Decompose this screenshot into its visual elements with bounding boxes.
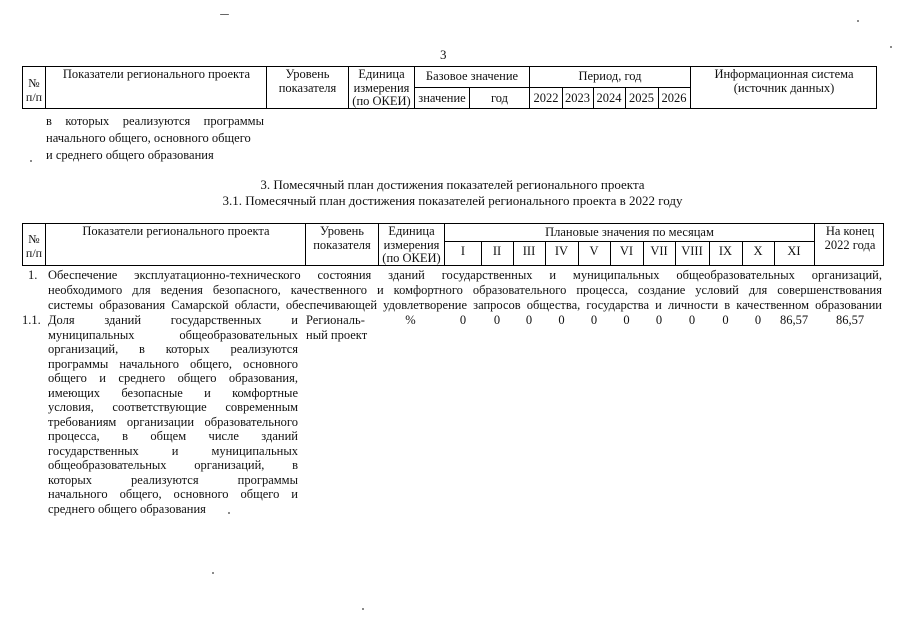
year-header: 2026: [661, 91, 687, 105]
continuation-line: начального общего, основного общего: [46, 131, 251, 145]
monthly-value: 0: [754, 313, 762, 327]
month-header: III: [522, 244, 536, 258]
month-header: II: [492, 244, 502, 258]
scan-speck: [362, 608, 364, 610]
monthly-value: 0: [655, 313, 663, 327]
indicator-line: среднего общего образования: [48, 501, 206, 516]
col-months-header: Плановые значения по месяцам: [545, 225, 714, 239]
monthly-value: 0: [688, 313, 696, 327]
row-text-line: необходимого для ведения безопасного, качественного и комфортного образовательного процесса, создание условий для совершенствования: [48, 283, 882, 297]
row-text-line: системы образования Самарской области, обеспечивающей удовлетворение запросов общества, государства и личности в качественном образовании: [48, 298, 882, 312]
col-indicators-header: Показатели регионального проекта: [82, 224, 270, 238]
monthly-value: 0: [590, 313, 598, 327]
row-text-line: Обеспечение эксплуатационно-технического состояния зданий государственных и муниципальных общеобразовательных организаций,: [48, 268, 882, 282]
col-base-value-header: значение: [418, 91, 466, 105]
monthly-plan-table-header: [22, 223, 884, 266]
col-base-header: Базовое значение: [425, 69, 519, 83]
col-num-header: № п/п: [25, 76, 43, 104]
col-base-year-header: год: [490, 91, 509, 105]
col-num-header: № п/п: [25, 232, 43, 260]
month-header: I: [460, 244, 466, 258]
scan-speck: [220, 14, 229, 15]
month-header: VII: [650, 244, 668, 258]
indicator-line: организаций, в которых реализуются: [48, 342, 298, 356]
scan-speck: [890, 46, 892, 48]
monthly-value: 0: [493, 313, 501, 327]
indicator-line: муниципальных общеобразовательных: [48, 327, 298, 342]
month-header: VI: [619, 244, 634, 258]
month-header: V: [589, 244, 599, 258]
monthly-value: 0: [525, 313, 533, 327]
end-value: 86,57: [835, 313, 865, 327]
indicators-table-header: [22, 66, 877, 109]
year-header: 2024: [596, 91, 622, 105]
scan-speck: [30, 160, 32, 162]
col-unit-header: Единица измерения (по ОКЕИ): [382, 224, 441, 265]
page-number: 3: [440, 47, 447, 62]
continuation-line: и среднего общего образования: [46, 148, 214, 162]
continuation-line: в которых реализуются программы: [46, 114, 264, 128]
scan-speck: [212, 572, 214, 574]
month-header: VIII: [681, 244, 703, 258]
indicator-line: требованиям организации образовательного: [48, 414, 298, 429]
indicator-line: условия, соответствующие современным: [48, 400, 298, 414]
col-level-header: Уровень показателя: [313, 224, 371, 252]
monthly-value: 86,57: [779, 313, 809, 327]
level-line: ный проект: [306, 328, 368, 342]
col-indicators-header: Показатели регионального проекта: [62, 67, 251, 81]
year-header: 2025: [629, 91, 654, 105]
month-header: IX: [718, 244, 733, 258]
month-header: X: [753, 244, 763, 258]
month-header: XI: [787, 244, 801, 258]
col-level-header: Уровень показателя: [278, 67, 337, 95]
indicator-line: общего и среднего общего образования,: [48, 371, 298, 385]
subsection-title: 3.1. Помесячный план достижения показателей регионального проекта в 2022 году: [222, 193, 683, 208]
col-info-header: Информационная система (источник данных): [714, 67, 854, 95]
month-header: IV: [554, 244, 569, 258]
indicator-description: [48, 313, 298, 516]
year-header: 2022: [533, 91, 559, 105]
col-unit-header: Единица измерения (по ОКЕИ): [352, 67, 411, 108]
year-header: 2023: [565, 91, 590, 105]
indicator-line: процесса, в общем числе зданий: [48, 429, 298, 443]
section-title: 3. Помесячный план достижения показателей регионального проекта: [260, 177, 645, 192]
indicator-line: общеобразовательных организаций, в: [48, 458, 298, 472]
indicator-line: имеющих безопасные и комфортные: [48, 385, 298, 400]
row-number: 1.1.: [22, 313, 41, 327]
unit-value: %: [405, 313, 416, 327]
scan-speck: [228, 512, 230, 514]
row-number: 1.: [28, 268, 38, 282]
level-line: Региональ-: [306, 313, 365, 327]
indicator-line: Доля зданий государственных и: [48, 313, 298, 327]
monthly-value: 0: [558, 313, 565, 327]
indicator-line: которых реализуются программы: [48, 472, 298, 487]
col-end-header: На конец 2022 года: [824, 224, 876, 252]
indicator-line: государственных и муниципальных: [48, 443, 298, 458]
monthly-value: 0: [722, 313, 729, 327]
scan-speck: [857, 20, 859, 22]
monthly-value: 0: [623, 313, 630, 327]
monthly-value: 0: [459, 313, 467, 327]
indicator-line: программы начального общего, основного: [48, 356, 298, 371]
col-period-header: Период, год: [578, 69, 642, 83]
indicator-line: начального общего, основного общего и: [48, 487, 298, 501]
